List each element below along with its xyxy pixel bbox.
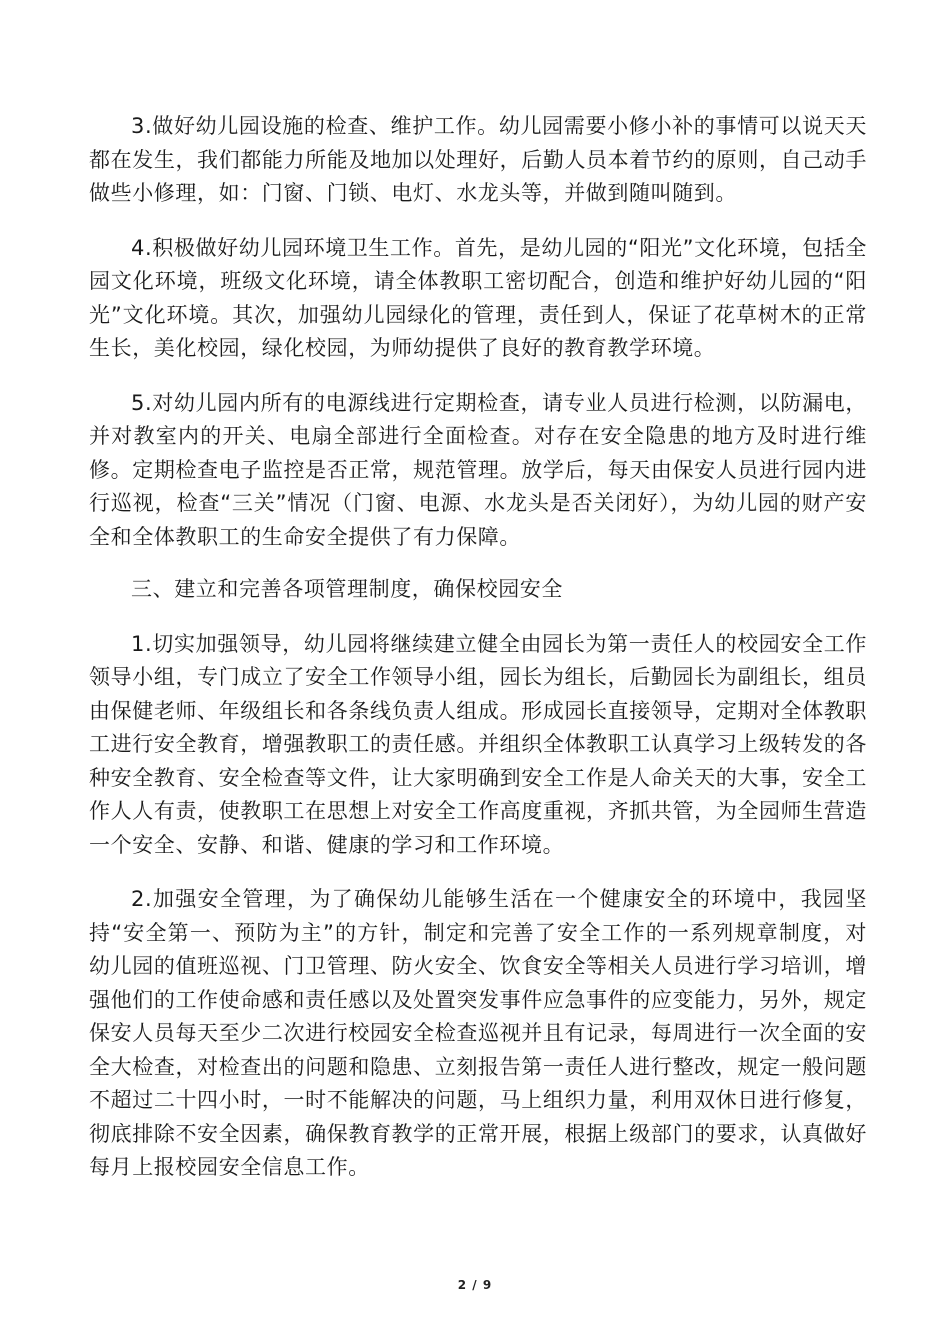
paragraph-electrical-inspection: 5.对幼儿园内所有的电源线进行定期检查，请专业人员进行检测，以防漏电，并对教室内的开关、电扇全部进行全面检查。对存在安全隐患的地方及时进行维修。定期检查电子监控是否正常，规范管理。放学后，每天由保安人员进行园内进行巡视，检查“三关”情况（门窗、电源、水龙头是否关闭好），为幼儿园的财产安全和全体教职工的生命安全提供了有力保障。 xyxy=(89,390,867,549)
document-body xyxy=(89,110,867,1185)
paragraph-facility-maintenance: 3.做好幼儿园设施的检查、维护工作。幼儿园需要小修小补的事情可以说天天都在发生，我们都能力所能及地加以处理好，后勤人员本着节约的原则，自己动手做些小修理，如：门窗、门锁、电灯、水龙头等，并做到随叫随到。 xyxy=(89,114,867,205)
section-heading: 三、建立和完善各项管理制度，确保校园安全 xyxy=(131,577,563,601)
paragraph-environment-hygiene: 4.积极做好幼儿园环境卫生工作。首先，是幼儿园的“阳光”文化环境，包括全园文化环境，班级文化环境，请全体教职工密切配合，创造和维护好幼儿园的“阳光”文化环境。其次，加强幼儿园绿化的管理，责任到人，保证了花草树木的正常生长，美化校园，绿化校园，为师幼提供了良好的教育教学环境。 xyxy=(89,235,867,360)
page-number: 2 / 9 xyxy=(457,1278,493,1292)
paragraph-leadership: 1.切实加强领导，幼儿园将继续建立健全由园长为第一责任人的校园安全工作领导小组，专门成立了安全工作领导小组，园长为组长，后勤园长为副组长，组员由保健老师、年级组长和各条线负责人组成。形成园长直接领导，定期对全体教职工进行安全教育，增强教职工的责任感。并组织全体教职工认真学习上级转发的各种安全教育、安全检查等文件，让大家明确到安全工作是人命关天的大事，安全工作人人有责，使教职工在思想上对安全工作高度重视，齐抓共管，为全园师生营造一个安全、安静、和谐、健康的学习和工作环境。 xyxy=(89,631,867,857)
paragraph-safety-management: 2.加强安全管理，为了确保幼儿能够生活在一个健康安全的环境中，我园坚持“安全第一、预防为主”的方针，制定和完善了安全工作的一系列规章制度，对幼儿园的值班巡视、门卫管理、防火安全、饮食安全等相关人员进行学习培训，增强他们的工作使命感和责任感以及处置突发事件应急事件的应变能力，另外，规定保安人员每天至少二次进行校园安全检查巡视并且有记录，每周进行一次全面的安全大检查，对检查出的问题和隐患、立刻报告第一责任人进行整改，规定一般问题不超过二十四小时，一时不能解决的问题，马上组织力量，利用双休日进行修复，彻底排除不安全因素，确保教育教学的正常开展，根据上级部门的要求，认真做好每月上报校园安全信息工作。 xyxy=(89,887,867,1179)
